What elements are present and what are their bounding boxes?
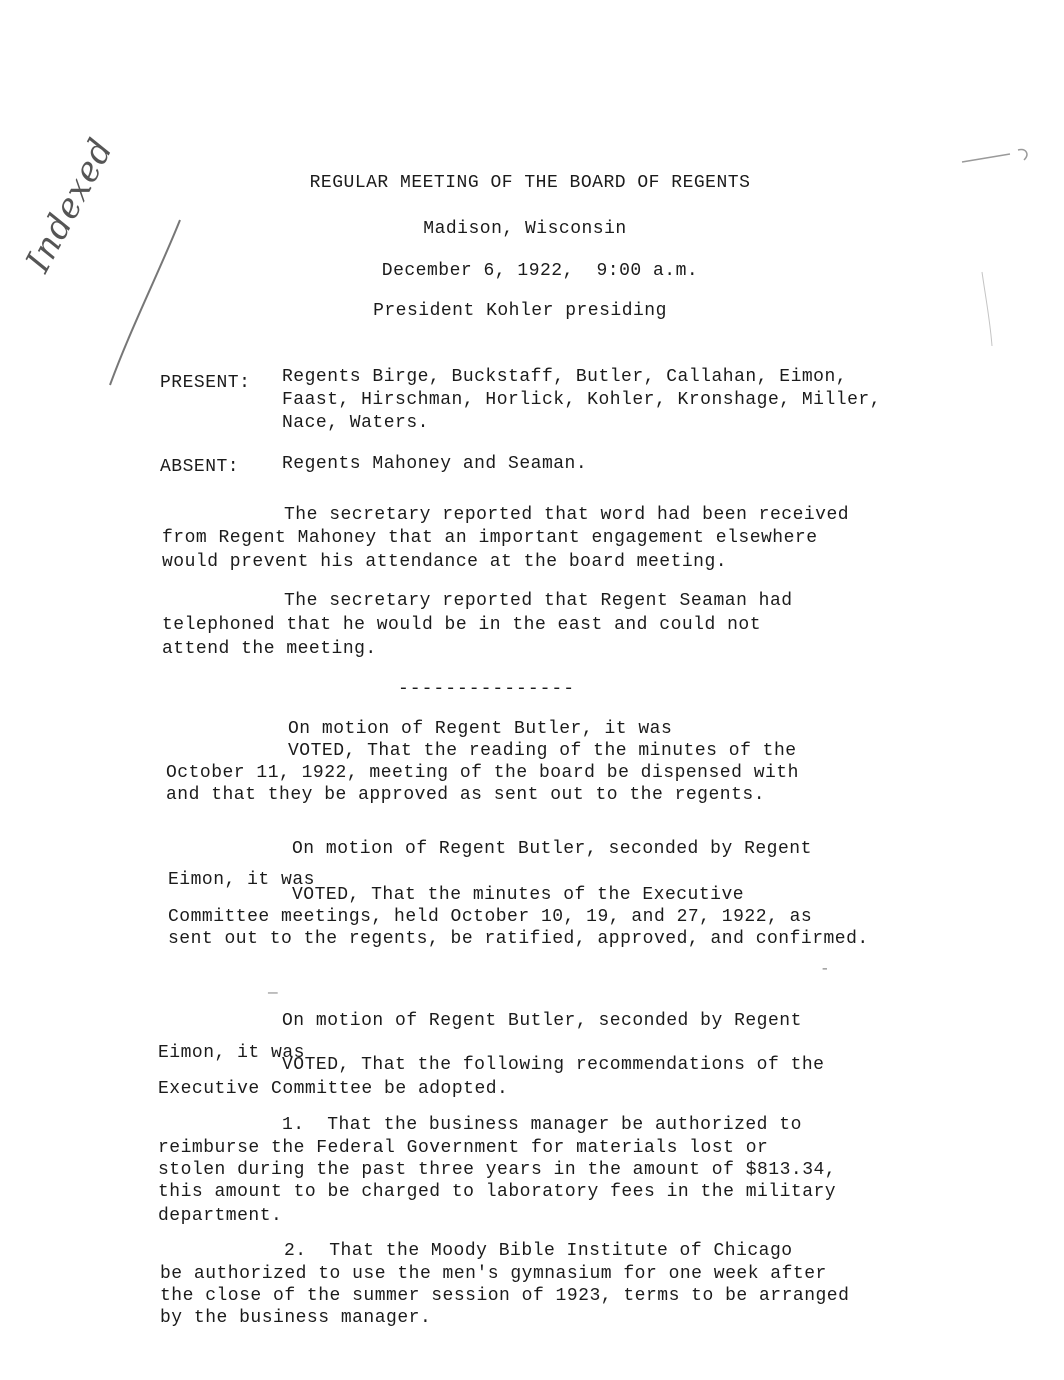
item-1-line-3: stolen during the past three years in the amount of $813.34,: [158, 1160, 837, 1180]
absent-label: ABSENT:: [160, 457, 240, 477]
item-1-line-4: this amount to be charged to laboratory fees in the military: [158, 1182, 837, 1202]
item-1-line-2: reimburse the Federal Government for materials lost or: [158, 1138, 769, 1158]
motion-1-line-2: VOTED, That the reading of the minutes of the: [288, 741, 797, 761]
present-label: PRESENT:: [160, 373, 251, 393]
report-2-line-3: attend the meeting.: [162, 639, 377, 659]
document-title: REGULAR MEETING OF THE BOARD OF REGENTS: [309, 173, 751, 193]
stray-mark: —: [268, 984, 279, 1002]
present-line-3: Nace, Waters.: [282, 413, 429, 433]
report-2-line-2: telephoned that he would be in the east and could not: [162, 615, 761, 635]
item-2-line-2: be authorized to use the men's gymnasium for one week after: [160, 1264, 827, 1284]
stray-mark: -: [820, 960, 831, 978]
motion-1-line-3: October 11, 1922, meeting of the board be dispensed with: [166, 763, 799, 783]
item-1-line-1: 1. That the business manager be authorized to: [282, 1115, 802, 1135]
motion-3-line-4: Executive Committee be adopted.: [158, 1079, 509, 1099]
item-2-line-3: the close of the summer session of 1923, terms to be arranged: [160, 1286, 850, 1306]
motion-1-line-4: and that they be approved as sent out to the regents.: [166, 785, 765, 805]
presiding-officer: President Kohler presiding: [373, 301, 667, 321]
report-1-line-3: would prevent his attendance at the board meeting.: [162, 552, 728, 572]
meeting-location: Madison, Wisconsin: [423, 219, 627, 239]
meeting-date: December 6, 1922, 9:00 a.m.: [381, 261, 699, 281]
scan-edge-mark: [960, 140, 1050, 180]
present-line-2: Faast, Hirschman, Horlick, Kohler, Kronshage, Miller,: [282, 390, 881, 410]
section-separator: ---------------: [398, 679, 576, 699]
motion-1-line-1: On motion of Regent Butler, it was: [288, 719, 673, 739]
item-2-line-4: by the business manager.: [160, 1308, 432, 1328]
scan-edge-mark: [978, 270, 998, 350]
motion-3-line-3: VOTED, That the following recommendations of the: [282, 1055, 825, 1075]
item-1-line-5: department.: [158, 1206, 283, 1226]
item-2-line-1: 2. That the Moody Bible Institute of Chicago: [284, 1241, 793, 1261]
report-2-line-1: The secretary reported that Regent Seaman had: [284, 591, 793, 611]
report-1-line-2: from Regent Mahoney that an important engagement elsewhere: [162, 528, 818, 548]
report-1-line-1: The secretary reported that word had been received: [284, 505, 850, 525]
motion-2-line-5: sent out to the regents, be ratified, approved, and confirmed.: [168, 929, 869, 949]
absent-text: Regents Mahoney and Seaman.: [282, 454, 588, 474]
present-line-1: Regents Birge, Buckstaff, Butler, Callahan, Eimon,: [282, 367, 848, 387]
handwritten-indexed-note: Indexed: [18, 131, 122, 279]
motion-2-line-1: On motion of Regent Butler, seconded by Regent: [292, 839, 812, 859]
motion-2-line-2: Eimon, it was: [168, 870, 315, 890]
motion-2-line-4: Committee meetings, held October 10, 19, and 27, 1922, as: [168, 907, 813, 927]
motion-2-line-3: VOTED, That the minutes of the Executive: [292, 885, 745, 905]
motion-3-line-2: Eimon, it was: [158, 1043, 305, 1063]
motion-3-line-1: On motion of Regent Butler, seconded by Regent: [282, 1011, 802, 1031]
